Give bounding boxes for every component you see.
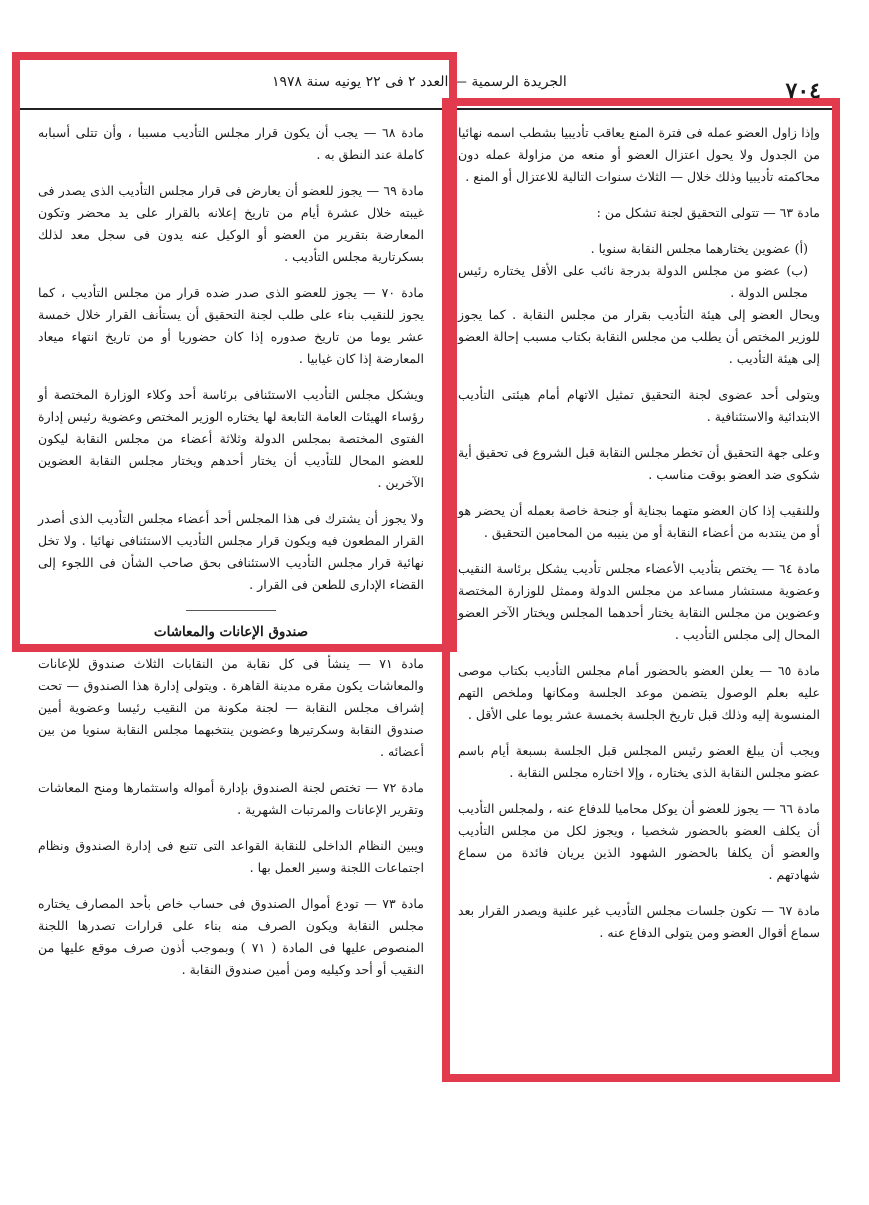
paragraph: ويجب أن يبلغ العضو رئيس المجلس قبل الجلسة بسبعة أيام باسم عضو مجلس النقابة الذى يختاره ، وإلا اختاره مجلس النقابة . <box>458 743 820 780</box>
paragraph: ويحال العضو إلى هيئة التأديب بقرار من مجلس النقابة . كما يجوز للوزير المختص أن يطلب من مجلس النقابة بكتاب مسبب إحالة العضو إلى هيئة التأديب . <box>458 307 820 366</box>
article-68: مادة ٦٨ — يجب أن يكون قرار مجلس التأديب مسببا ، وأن تتلى أسبابه كاملة عند النطق به . <box>38 125 424 162</box>
highlight-box-right <box>442 98 840 1082</box>
article-65: مادة ٦٥ — يعلن العضو بالحضور أمام مجلس التأديب بكتاب موصى عليه بعلم الوصول يتضمن موعد الجلسة ومكانها وملخص التهم المنسوبة إليه وذلك قبل تاريخ الجلسة بخمسة عشر يوما على الأقل . <box>458 663 820 722</box>
paragraph: ويشكل مجلس التأديب الاستئنافى برئاسة أحد وكلاء الوزارة المختصة أو رؤساء الهيئات العامة التابعة لها يختاره الوزير المختص وعضوية رئيس إدارة الفتوى المختصة بمجلس الدولة وثلاثة أعضاء من مجلس النقابة ليكون للعضو المحال للتأديب أن يختار أحدهم ويختار مجلس النقابة العضوين الآخرين . <box>38 387 424 490</box>
article-67: مادة ٦٧ — تكون جلسات مجلس التأديب غير علنية ويصدر القرار بعد سماع أقوال العضو ومن يتولى الدفاع عنه . <box>458 903 820 940</box>
article-71: مادة ٧١ — ينشأ فى كل نقابة من النقابات الثلاث صندوق للإعانات والمعاشات يكون مقره مدينة القاهرة . ويتولى إدارة هذا الصندوق — تحت إشراف مجلس النقابة — لجنة مكونة من النقيب رئيسا وعضوية أمين صندوق النقابة وسكرتيرها وعضوين ينتخبهما مجلس النقابة سنويا من بين أعضائه . <box>38 656 425 759</box>
article-64: مادة ٦٤ — يختص بتأديب الأعضاء مجلس تأديب يشكل برئاسة النقيب وعضوية مستشار مساعد من مجلس الدولة وممثل للوزارة المختصة وعضوين من مجلس النقابة يختار أحدهما المجلس ويختار الآخر العضو المحال إلى مجلس التأديب . <box>458 561 820 642</box>
paragraph: وللنقيب إذا كان العضو متهما بجناية أو جنحة خاصة بعمله أن يحضر هو أو من ينتدبه من أعضاء النقابة أو من ينيبه من المحامين التحقيق . <box>458 503 820 540</box>
paragraph: ويبين النظام الداخلى للنقابة القواعد التى تتبع فى إدارة الصندوق ونظام اجتماعات اللجنة وسير العمل بها . <box>38 838 424 875</box>
paragraph: وعلى جهة التحقيق أن تخطر مجلس النقابة قبل الشروع فى تحقيق أية شكوى ضد العضو بوقت مناسب . <box>458 445 820 482</box>
highlight-box-left <box>12 52 457 652</box>
article-66: مادة ٦٦ — يجوز للعضو أن يوكل محاميا للدفاع عنه ، ولمجلس التأديب أن يكلف العضو بالحضور شخصيا ، ويجوز لكل من مجلس التأديب والعضو أن يكلفا بالحضور الشهود الذين يريان فائدة من سماع شهادتهم . <box>458 801 821 882</box>
paragraph: ويتولى أحد عضوى لجنة التحقيق تمثيل الاتهام أمام هيئتى التأديب الابتدائية والاستئنافية . <box>458 387 820 424</box>
clause-a: (أ) عضوين يختارهما مجلس النقابة سنويا . <box>590 241 808 256</box>
paragraph: وإذا زاول العضو عمله فى فترة المنع يعاقب تأديبيا بشطب اسمه نهائيا من الجدول ولا يحول اعتزال العضو أو منعه من مزاولة عمله دون محاكمته تأديبيا وذلك خلال — الثلاث سنوات التالية للاعتزال أو المنع . <box>458 125 820 184</box>
article-70: مادة ٧٠ — يجوز للعضو الذى صدر ضده قرار من مجلس التأديب ، كما يجوز للنقيب بناء على طلب لجنة التحقيق أن يستأنف القرار خلال خمسة عشر يوما من تاريخ صدوره إذا كان حضوريا أو من تاريخ انتهاء ميعاد المعارضة إذا كان غيابيا . <box>38 285 424 366</box>
article-69: مادة ٦٩ — يجوز للعضو أن يعارض فى قرار مجلس التأديب الذى يصدر فى غيبته خلال عشرة أيام من تاريخ إعلانه بالقرار على يد محضر وتكون المعارضة بتقرير من العضو أو الوكيل عنه يدون فى سجل معد لذلك بسكرتارية مجلس التأديب . <box>38 183 424 264</box>
running-title: الجريدة الرسمية — العدد ٢ فى ٢٢ يونيه سنة ١٩٧٨ <box>272 74 567 90</box>
section-title: صندوق الإعانات والمعاشات <box>153 624 309 640</box>
article-63: مادة ٦٣ — تتولى التحقيق لجنة تشكل من : <box>596 205 820 220</box>
paragraph: ولا يجوز أن يشترك فى هذا المجلس أحد أعضاء مجلس التأديب الذى أصدر القرار المطعون فيه ويكون قرار مجلس التأديب الاستئنافى نهائيا . ولا تخل نهائية قرار مجلس التأديب الاستئنافى بحق صاحب الشأن فى اللجوء إلى القضاء الإدارى للطعن فى القرار . <box>38 511 424 592</box>
page-number: ٧٠٤ <box>785 78 821 104</box>
article-72: مادة ٧٢ — تختص لجنة الصندوق بإدارة أمواله واستثمارها ومنح المعاشات وتقرير الإعانات والمرتبات الشهرية . <box>38 780 425 817</box>
clause-b: (ب) عضو من مجلس الدولة بدرجة نائب على الأقل يختاره رئيس مجلس الدولة . <box>458 263 808 300</box>
article-73: مادة ٧٣ — تودع أموال الصندوق فى حساب خاص بأحد المصارف يختاره مجلس النقابة ويكون الصرف منه بناء على قرارات تصدرها اللجنة المنصوص عليها فى المادة ( ٧١ ) وبموجب أذون صرف موقع عليها من النقيب أو أحد وكيليه ومن أمين صندوق النقابة . <box>38 896 424 977</box>
